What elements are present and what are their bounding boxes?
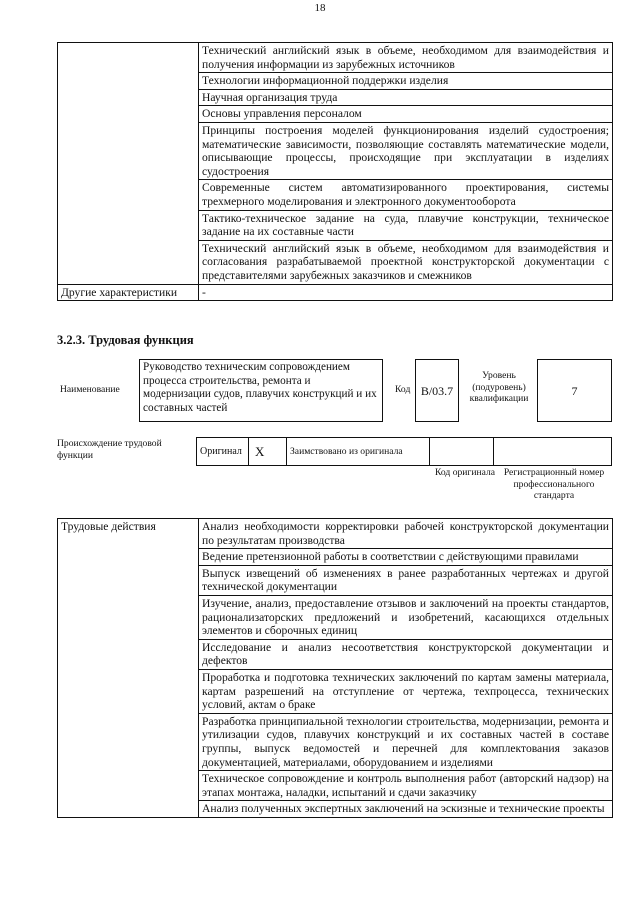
table-row: [58, 43, 613, 73]
skill-item: Технологии информационной поддержки изделия: [199, 73, 613, 90]
registration-number-cell: [494, 438, 611, 465]
function-code-box: B/03.7: [415, 359, 459, 422]
qualification-level-box: 7: [537, 359, 612, 422]
labor-action-item: Анализ полученных экспертных заключений на эскизные и технические проекты: [199, 801, 613, 818]
labor-function-heading: 3.2.3. Трудовая функция: [57, 333, 194, 347]
skill-item: Основы управления персоналом: [199, 106, 613, 123]
original-label: Оригинал: [197, 438, 249, 465]
labor-actions-label: Трудовые действия: [58, 519, 199, 818]
labor-action-item: Анализ необходимости корректировки рабочей конструкторской документации по результатам производства: [199, 519, 613, 549]
table-row: [58, 284, 613, 301]
skill-item: Принципы построения моделей функционирования изделий судостроения; математические зависимости, позволяющие составлять математические модели, описывающие процессы, происходящие при эксплуатации в изделиях судостроения: [199, 122, 613, 179]
labor-action-item: Изучение, анализ, предоставление отзывов и заключений на проекты стандартов, рационализаторских предложений и изобретений, касающихся отдельных элементов и сборочных единиц: [199, 595, 613, 639]
original-code-cell: [430, 438, 494, 465]
table-row: [58, 519, 613, 549]
original-mark: X: [249, 438, 287, 465]
other-characteristics-label: Другие характеристики: [58, 284, 199, 301]
origin-label: Происхождение трудовой функции: [57, 438, 162, 461]
skill-item: Технический английский язык в объеме, необходимом для взаимодействия и получения информации из зарубежных источников: [199, 43, 613, 73]
labor-action-item: Разработка принципиальной технологии строительства, модернизации, ремонта и утилизации судов, плавучих конструкций и их составных частей в составе группы, выпуск ведомостей и перечней для комплектования заказов документацией, материалами, оборудованием и изделиями: [199, 713, 613, 770]
registration-number-label: Регистрационный номер профессионального стандарта: [503, 467, 605, 501]
skills-table: [57, 42, 613, 301]
labor-action-item: Техническое сопровождение и контроль выполнения работ (авторский надзор) на этапах монтажа, наладки, испытаний и сдачи заказчику: [199, 771, 613, 801]
labor-action-item: Ведение претензионной работы в соответствии с действующими правилами: [199, 549, 613, 566]
origin-row: [196, 437, 612, 466]
borrowed-label: Заимствовано из оригинала: [287, 438, 430, 465]
labor-action-item: Выпуск извещений об изменениях в ранее разработанных чертежах и другой технической документации: [199, 565, 613, 595]
skills-label-cell: [58, 43, 199, 285]
name-label: Наименование: [60, 384, 120, 395]
skill-item: Тактико-техническое задание на суда, плавучие конструкции, техническое задание на их составные части: [199, 210, 613, 240]
qualification-level-label: Уровень (подуровень) квалификации: [469, 370, 529, 404]
skill-item: Современные систем автоматизированного проектирования, системы трехмерного моделирования и электронного документооборота: [199, 180, 613, 210]
labor-action-item: Исследование и анализ несоответствия конструкторской документации и дефектов: [199, 639, 613, 669]
skill-item: Научная организация труда: [199, 89, 613, 106]
skill-item: Технический английский язык в объеме, необходимом для взаимодействия и согласования разрабатываемой проектной конструкторской документации с представителями зарубежных заказчиков и смежников: [199, 240, 613, 284]
labor-actions-table: [57, 518, 613, 818]
other-characteristics-value: -: [199, 284, 613, 301]
code-label: Код: [395, 384, 411, 395]
labor-action-item: Проработка и подготовка технических заключений по картам замены материала, картам разрешений на отступление от чертежа, техпроцесса, технических условий, актам о браке: [199, 669, 613, 713]
original-code-label: Код оригинала: [434, 467, 496, 478]
page-number: 18: [314, 2, 326, 14]
function-name-box: Руководство техническим сопровождением процесса строительства, ремонта и модернизации судов, плавучих конструкций и их составных частей: [139, 359, 383, 422]
